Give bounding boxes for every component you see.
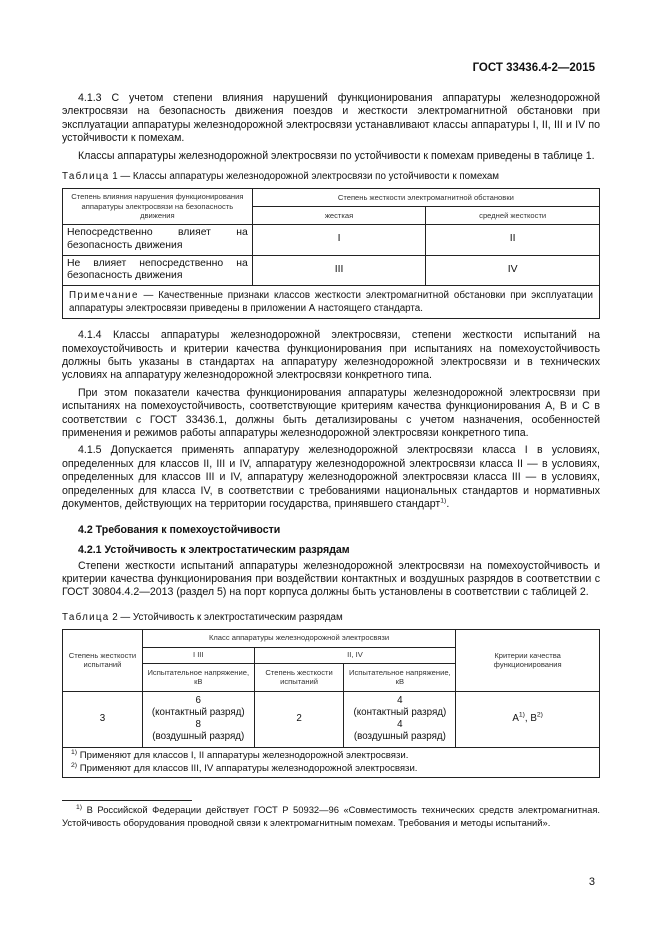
table2-col-voltage2: Испытательное напряжение, кВ: [344, 663, 456, 691]
paragraph-4-1-4: 4.1.4 Классы аппаратуры железнодорожной электросвязи, степени жесткости испытаний на помехоустойчивость и критерии качества функционирования при испытаниях на помехоустойчивость должны быть указаны в стандартах на аппаратуру железнодорожной электросвязи и в технических условиях на аппаратуру железнодорожной электросвязи конкретного типа.: [62, 329, 600, 382]
table1-note-word: Примечание: [69, 290, 139, 302]
table2-v2-contact: 4: [397, 694, 403, 706]
table-1: [62, 188, 600, 319]
table1-row2-label: Не влияет непосредственно на безопасность движения: [63, 255, 253, 286]
table1-caption-word: Таблица: [62, 171, 110, 183]
table2-caption-word: Таблица: [62, 611, 110, 623]
table2-v1-air: 8: [195, 719, 201, 731]
paragraph-4-2-1: Степени жесткости испытаний аппаратуры железнодорожной электросвязи на помехоустойчивость и критерии качества функционирования при воздействии контактных и воздушных разрядов в соответствии с ГОСТ 30804.4.2—2013 (раздел 5) на порт корпуса должны быть установлены в соответствии с таблицей 2.: [62, 559, 600, 599]
table2-col-voltage1: Испытательное напряжение, кВ: [142, 663, 254, 691]
table1-col-medium: средней жесткости: [426, 207, 600, 225]
table1-caption: [62, 171, 600, 182]
paragraph-4-1-5: 4.1.5 Допускается применять аппаратуру железнодорожной электросвязи класса I в условиях, определенных для классов II, III и IV, аппаратуру железнодорожной электросвязи класса II — в условиях, определенных для классов III и IV, аппаратуру железнодорожной электросвязи класса III — в условиях, определенных для класса IV, в соответствии с требованиями национальных стандартов и нормативных документов, действующих на территории государства, принявшего стандарт$^{1)}$.: [62, 444, 600, 511]
table2-col-degree2: Степень жесткости испытаний: [254, 663, 344, 691]
footnote-divider: [62, 800, 192, 801]
table2-voltage2: [344, 691, 456, 747]
table-2: [62, 629, 600, 779]
table2-crit-b-sup: 2): [536, 711, 543, 719]
table2-crit-a-sup: 1): [518, 711, 525, 719]
table1-row1-medium: II: [426, 225, 600, 256]
table-row: [63, 255, 600, 286]
table2-col-group: Класс аппаратуры железнодорожной электросвязи: [142, 629, 455, 647]
table2-sub-class-1-3: I III: [142, 647, 254, 663]
table2-v2-contact-label: (контактный разряд): [353, 707, 447, 719]
section-heading-4-2: 4.2 Требования к помехоустойчивости: [78, 523, 281, 536]
table2-caption: [62, 612, 600, 623]
table2-v1-air-label: (воздушный разряд): [152, 731, 245, 743]
table1-row1-hard: I: [252, 225, 426, 256]
table2-col-criteria: Критерии качества функционирования: [456, 629, 600, 691]
table2-degree2: 2: [254, 691, 344, 747]
table2-footnote-1: [71, 750, 595, 763]
table2-fn1-mark: 1): [71, 748, 78, 756]
table-row: [63, 225, 600, 256]
paragraph-classes: Классы аппаратуры железнодорожной электросвязи по устойчивости к помехам приведены в таблице 1.: [78, 149, 595, 162]
table2-footnotes: [63, 747, 600, 778]
table1-note: [63, 286, 600, 319]
table1-col-group: Степень жесткости электромагнитной обстановки: [252, 189, 599, 207]
table2-criteria: [456, 691, 600, 747]
table2-crit-a: А: [512, 713, 519, 725]
table1-col-impact: Степень влияния нарушения функционирования аппаратуры электросвязи на безопасность движения: [63, 189, 253, 225]
table2-v1-contact: 6: [195, 694, 201, 706]
table1-note-text: — Качественные признаки классов жесткости электромагнитной обстановки при эксплуатации аппаратуры электросвязи приведены в приложении А настоящего стандарта.: [69, 290, 593, 315]
paragraph-4-1-3: 4.1.3 С учетом степени влияния нарушений функционирования аппаратуры железнодорожной электросвязи на безопасность движения поездов и жесткости электромагнитной обстановки при эксплуатации аппаратуры железнодорожной электросвязи устанавливают классы аппаратуры I, II, III и IV по устойчивости к помехам.: [62, 92, 600, 145]
table2-sub-class-2-4: II, IV: [254, 647, 456, 663]
page-footnote-mark: 1): [76, 804, 83, 812]
table1-row2-hard: III: [252, 255, 426, 286]
table1-caption-text: 1 — Классы аппаратуры железнодорожной электросвязи по устойчивости к помехам: [109, 171, 500, 183]
section-heading-4-2-1: 4.2.1 Устойчивость к электростатическим разрядам: [78, 543, 350, 556]
page-footnote-text: В Российской Федерации действует ГОСТ Р 50932—96 «Совместимость технических средств электромагнитная. Устойчивость оборудования проводной связи к электромагнитным помехам. Требования и методы испытаний».: [62, 804, 600, 828]
table2-crit-sep: , В: [524, 713, 537, 725]
page-footnote: [62, 804, 600, 829]
page-content: [62, 92, 600, 829]
table2-fn1-text: Применяют для классов I, II аппаратуры железнодорожной электросвязи.: [77, 749, 409, 761]
table2-fn2-text: Применяют для классов III, IV аппаратуры железнодорожной электросвязи.: [77, 762, 418, 774]
footnote-ref: 1): [440, 497, 447, 505]
page-number: 3: [588, 876, 595, 888]
table2-fn2-mark: 2): [71, 761, 78, 769]
paragraph-4-1-5-text: 4.1.5 Допускается применять аппаратуру железнодорожной электросвязи класса I в условиях, определенных для классов II, III и IV, аппаратуру железнодорожной электросвязи класса II — в условиях, определенных для классов III и IV, аппаратуру железнодорожной электросвязи класса III — в условиях, определенных для класса IV, в соответствии с требованиями национальных стандартов и нормативных документов, действующих на территории государства, принявшего стандарт: [62, 444, 600, 511]
table2-voltage1: [142, 691, 254, 747]
paragraph-4-1-4-b: При этом показатели качества функционирования аппаратуры железнодорожной электросвязи при испытаниях на помехоустойчивость, соответствующие критериям качества функционирования А, В и С в соответствии с ГОСТ 33436.1, должны быть детализированы с учетом назначения, особенностей применения и режимов работы аппаратуры железнодорожной электросвязи конкретного типа.: [62, 386, 600, 440]
table2-v2-air-label: (воздушный разряд): [353, 731, 446, 743]
table2-footnote-2: [71, 763, 595, 776]
document-code: ГОСТ 33436.4-2—2015: [472, 62, 595, 74]
table2-v1-contact-label: (контактный разряд): [151, 707, 245, 719]
table2-degree: 3: [63, 691, 143, 747]
table2-caption-text: 2 — Устойчивость к электростатическим разрядам: [109, 611, 343, 623]
table-row: [63, 691, 600, 747]
table2-v2-air: 4: [397, 719, 403, 731]
table1-col-hard: жесткая: [252, 207, 426, 225]
table1-row1-label: Непосредственно влияет на безопасность движения: [63, 225, 253, 256]
table1-row2-medium: IV: [426, 255, 600, 286]
table2-col-degree: Степень жесткости испытаний: [63, 629, 143, 691]
